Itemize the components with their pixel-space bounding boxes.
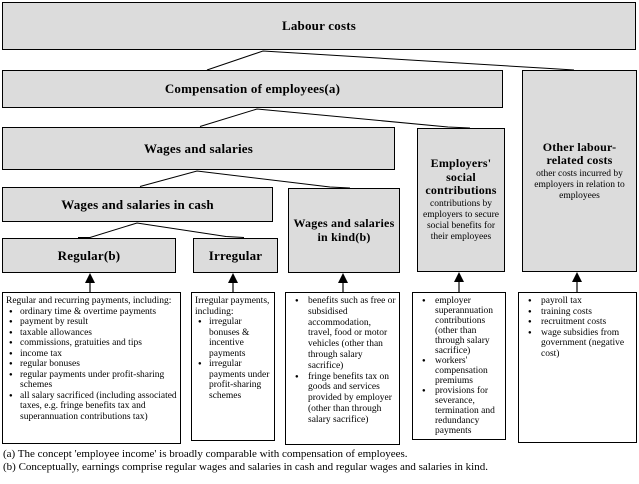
node-employers-social-contributions bbox=[417, 128, 505, 272]
node-wages-salaries-in-kind bbox=[288, 188, 400, 273]
node-other-labour-related-costs bbox=[522, 70, 637, 272]
node-regular bbox=[2, 238, 176, 273]
connector-compensation-children bbox=[200, 109, 470, 128]
list-item: ● wage subsidies from government (negative cost) bbox=[522, 328, 634, 360]
node-employers-social-subtitle: contributions by employers to secure social benefits for their employees bbox=[423, 198, 499, 242]
detail-regular-intro: Regular and recurring payments, including: bbox=[6, 296, 172, 306]
connector-wages-children bbox=[140, 171, 350, 188]
list-item: ● all salary sacrificed (including associated taxes, e.g. fringe benefits tax and superannuation contributions tax) bbox=[6, 391, 178, 423]
node-kind-title: Wages and salaries in kind(b) bbox=[293, 216, 395, 244]
list-item: ● workers' compensation premiums bbox=[416, 356, 503, 386]
list-item: ● ordinary time & overtime payments bbox=[6, 307, 178, 318]
up-arrow-social bbox=[454, 272, 464, 292]
node-other-title: Other labour-related costs bbox=[542, 139, 617, 167]
node-wages-title: Wages and salaries bbox=[143, 140, 254, 156]
up-arrow-irregular bbox=[228, 273, 238, 292]
detail-kind-list bbox=[289, 296, 397, 426]
detail-irregular-payments bbox=[191, 292, 275, 441]
detail-other-list bbox=[522, 296, 634, 359]
node-labour-costs bbox=[2, 2, 636, 50]
up-arrow-other bbox=[572, 272, 582, 292]
up-arrow-kind bbox=[338, 273, 348, 292]
detail-irregular-intro: Irregular payments, including: bbox=[195, 296, 270, 317]
list-item: ● regular payments under profit-sharing schemes bbox=[6, 370, 178, 391]
up-arrow-regular bbox=[85, 273, 95, 292]
list-item: ● taxable allowances bbox=[6, 328, 178, 339]
list-item: ● regular bonuses bbox=[6, 359, 178, 370]
list-item: ● benefits such as free or subsidised accommodation, travel, food or motor vehicles (other than through salary sacrifice) bbox=[289, 296, 397, 372]
node-compensation-of-employees bbox=[2, 70, 503, 108]
list-item: ● irregular payments under profit-sharing schemes bbox=[195, 359, 272, 401]
node-employers-social-title: Employers' social contributions bbox=[425, 156, 497, 198]
node-wages-salaries-in-cash bbox=[2, 187, 273, 222]
list-item: ● fringe benefits tax on goods and services provided by employer (other than through salary sacrifice) bbox=[289, 372, 397, 426]
list-item: ● commissions, gratuities and tips bbox=[6, 338, 178, 349]
node-cash-title: Wages and salaries in cash bbox=[61, 196, 214, 212]
detail-social-list bbox=[416, 296, 503, 436]
node-compensation-title: Compensation of employees(a) bbox=[164, 81, 341, 96]
detail-regular-payments bbox=[2, 292, 181, 444]
node-irregular-title: Irregular bbox=[208, 247, 263, 263]
footnote-a: (a) The concept 'employee income' is broadly comparable with compensation of employees. bbox=[3, 448, 408, 460]
connector-cash-children bbox=[78, 223, 244, 238]
connector-labour-children bbox=[207, 51, 574, 70]
node-regular-title: Regular(b) bbox=[57, 247, 121, 263]
list-item: ● training costs bbox=[522, 307, 634, 318]
detail-regular-list bbox=[6, 307, 178, 423]
footnote-b: (b) Conceptually, earnings comprise regular wages and salaries in cash and regular wages and salaries in kind. bbox=[3, 461, 488, 473]
list-item: ● recruitment costs bbox=[522, 317, 634, 328]
list-item: ● payment by result bbox=[6, 317, 178, 328]
node-labour-costs-title: Labour costs bbox=[281, 18, 357, 33]
detail-social-contributions bbox=[412, 292, 506, 440]
list-item: ● income tax bbox=[6, 349, 178, 360]
list-item: ● provisions for severance, termination and redundancy payments bbox=[416, 386, 503, 436]
node-irregular bbox=[193, 238, 278, 273]
detail-wages-in-kind bbox=[285, 292, 400, 445]
list-item: ● payroll tax bbox=[522, 296, 634, 307]
node-wages-and-salaries bbox=[2, 127, 395, 170]
node-other-subtitle: other costs incurred by employers in relation to employees bbox=[534, 168, 625, 201]
list-item: ● employer superannuation contributions (other than through salary sacrifice) bbox=[416, 296, 503, 356]
footnotes bbox=[3, 448, 633, 474]
list-item: ● irregular bonuses & incentive payments bbox=[195, 317, 272, 359]
detail-other-costs bbox=[518, 292, 637, 443]
detail-irregular-list bbox=[195, 317, 272, 401]
